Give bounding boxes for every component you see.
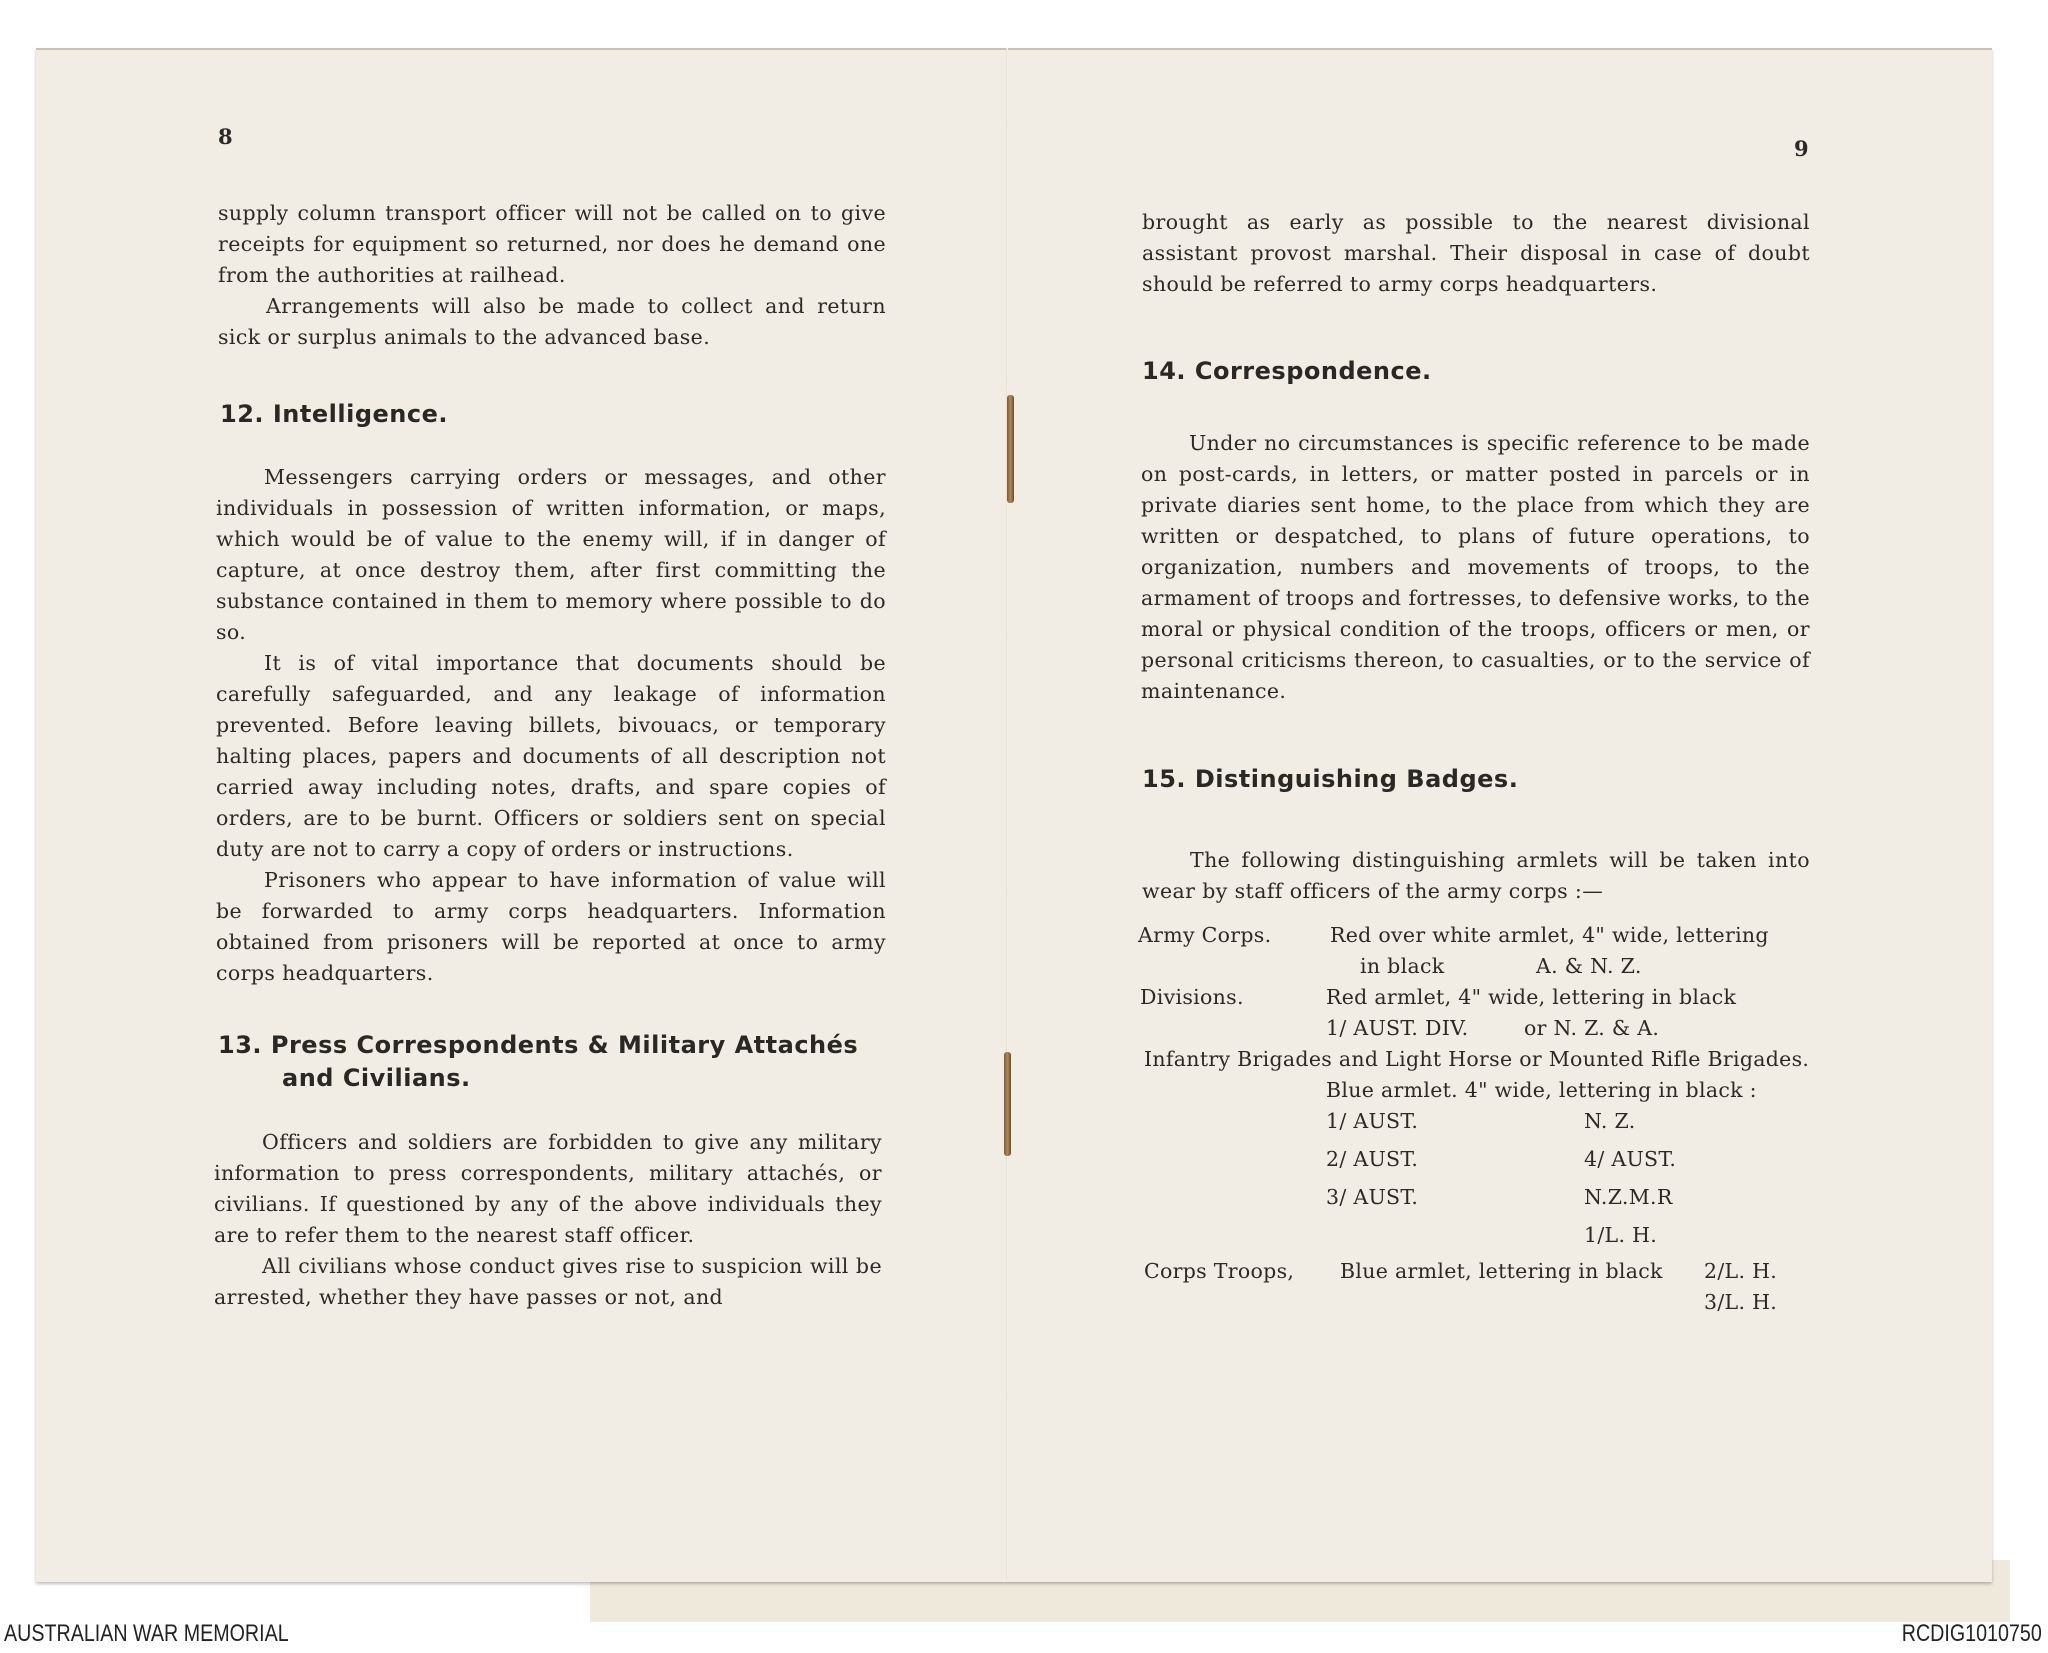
brigades-letters-row	[1138, 1144, 1818, 1182]
description: in black	[1360, 954, 1445, 978]
right-intro	[1142, 207, 1810, 300]
staple-bottom	[1004, 1052, 1011, 1156]
lettering: 1/L. H.	[1584, 1223, 1658, 1247]
divisions-row	[1138, 982, 1818, 1013]
army-corps-row-2	[1138, 951, 1818, 982]
paragraph: Arrangements will also be made to collect and return sick or surplus animals to the advanced base.	[218, 294, 886, 349]
page-number-right: 9	[1794, 136, 1809, 161]
lettering: 4/ AUST.	[1584, 1147, 1677, 1171]
badges-table	[1138, 920, 1818, 1318]
lettering: 1/ AUST.	[1326, 1109, 1419, 1133]
army-corps-row	[1138, 920, 1818, 951]
section-15-body	[1142, 845, 1810, 907]
staple-top	[1007, 395, 1014, 503]
heading-line: 13. Press Correspondents & Military Attachés	[218, 1031, 859, 1059]
image-reference: RCDIG1010750	[1901, 1620, 2042, 1647]
left-intro	[218, 198, 886, 353]
description: Red armlet, 4" wide, lettering in black	[1326, 985, 1737, 1009]
paragraph: All civilians whose conduct gives rise to suspicion will be arrested, whether they have passes or not, and	[214, 1254, 882, 1309]
section-15-heading: 15. Distinguishing Badges.	[1142, 765, 1519, 793]
brigades-letters-row	[1138, 1220, 1818, 1256]
description: Red over white armlet, 4" wide, lettering	[1330, 923, 1769, 947]
paragraph: Messengers carrying orders or messages, and other individuals in possession of written information, or maps, which would be of value to the enemy will, if in danger of capture, at once destroy them, after first committing the substance contained in them to memory where possible to do so.	[216, 465, 886, 644]
paragraph: Under no circumstances is specific reference to be made on post-cards, in letters, or matter posted in parcels or in private diaries sent home, to the place from which they are written or despatched, to plans of future operations, to organization, numbers and movements of troops, to the armament of troops and fortresses, to defensive works, to the moral or physical condition of the troops, officers or men, or personal criticisms thereon, to casualties, or to the service of maintenance.	[1141, 431, 1810, 703]
institution-credit: AUSTRALIAN WAR MEMORIAL	[4, 1620, 289, 1647]
brigades-row	[1138, 1044, 1818, 1075]
corps-troops-row-2	[1138, 1287, 1818, 1318]
lettering: 2/L. H.	[1704, 1259, 1778, 1283]
divisions-row-2	[1138, 1013, 1818, 1044]
label: Army Corps.	[1138, 923, 1272, 947]
section-12-body	[216, 462, 886, 989]
section-13-body	[214, 1127, 882, 1313]
lettering: A. & N. Z.	[1536, 954, 1642, 978]
lettering: N.Z.M.R	[1584, 1185, 1673, 1209]
paragraph: It is of vital importance that documents should be carefully safeguarded, and any leakage of information prevented. Before leaving billets, bivouacs, or temporary halting places, papers and documents of all description not carried away including notes, drafts, and spare copies of orders, are to be burnt. Officers or soldiers sent on special duty are not to carry a copy of orders or instructions.	[216, 651, 886, 861]
heading-line: and Civilians.	[282, 1064, 471, 1092]
lettering: or N. Z. & A.	[1524, 1016, 1660, 1040]
lettering: N. Z.	[1584, 1109, 1636, 1133]
section-14-heading: 14. Correspondence.	[1142, 357, 1432, 385]
lettering: 3/L. H.	[1704, 1290, 1778, 1314]
lettering: 1/ AUST. DIV.	[1326, 1016, 1469, 1040]
paragraph: Officers and soldiers are forbidden to give any military information to press correspondents, military attachés, or civilians. If questioned by any of the above individuals they are to refer them to the nearest staff officer.	[214, 1130, 882, 1247]
paragraph: Prisoners who appear to have information of value will be forwarded to army corps headquarters. Information obtained from prisoners will be reported at once to army corps headquarters.	[216, 868, 886, 985]
corps-troops-row	[1138, 1256, 1818, 1287]
paragraph: supply column transport officer will not be called on to give receipts for equipment so returned, nor does he demand one from the authorities at railhead.	[218, 201, 886, 287]
lettering: 2/ AUST.	[1326, 1147, 1419, 1171]
description: Blue armlet. 4" wide, lettering in black :	[1326, 1078, 1757, 1102]
lettering: 3/ AUST.	[1326, 1185, 1419, 1209]
label: Corps Troops,	[1144, 1259, 1295, 1283]
brigades-letters-row	[1138, 1182, 1818, 1220]
section-14-body	[1141, 428, 1810, 707]
brigades-letters-row	[1138, 1106, 1818, 1144]
section-12-heading: 12. Intelligence.	[220, 400, 448, 428]
paragraph: brought as early as possible to the nearest divisional assistant provost marshal. Their disposal in case of doubt should be referred to army corps headquarters.	[1142, 210, 1810, 296]
booklet-spine	[1006, 48, 1008, 1580]
label: Infantry Brigades and Light Horse or Mounted Rifle Brigades.	[1144, 1047, 1810, 1071]
brigades-row-2	[1138, 1075, 1818, 1106]
section-13-heading	[218, 1029, 858, 1095]
description: Blue armlet, lettering in black	[1340, 1259, 1663, 1283]
paragraph: The following distinguishing armlets will be taken into wear by staff officers of the army corps :—	[1142, 848, 1810, 903]
page-number-left: 8	[218, 124, 233, 149]
label: Divisions.	[1140, 985, 1244, 1009]
